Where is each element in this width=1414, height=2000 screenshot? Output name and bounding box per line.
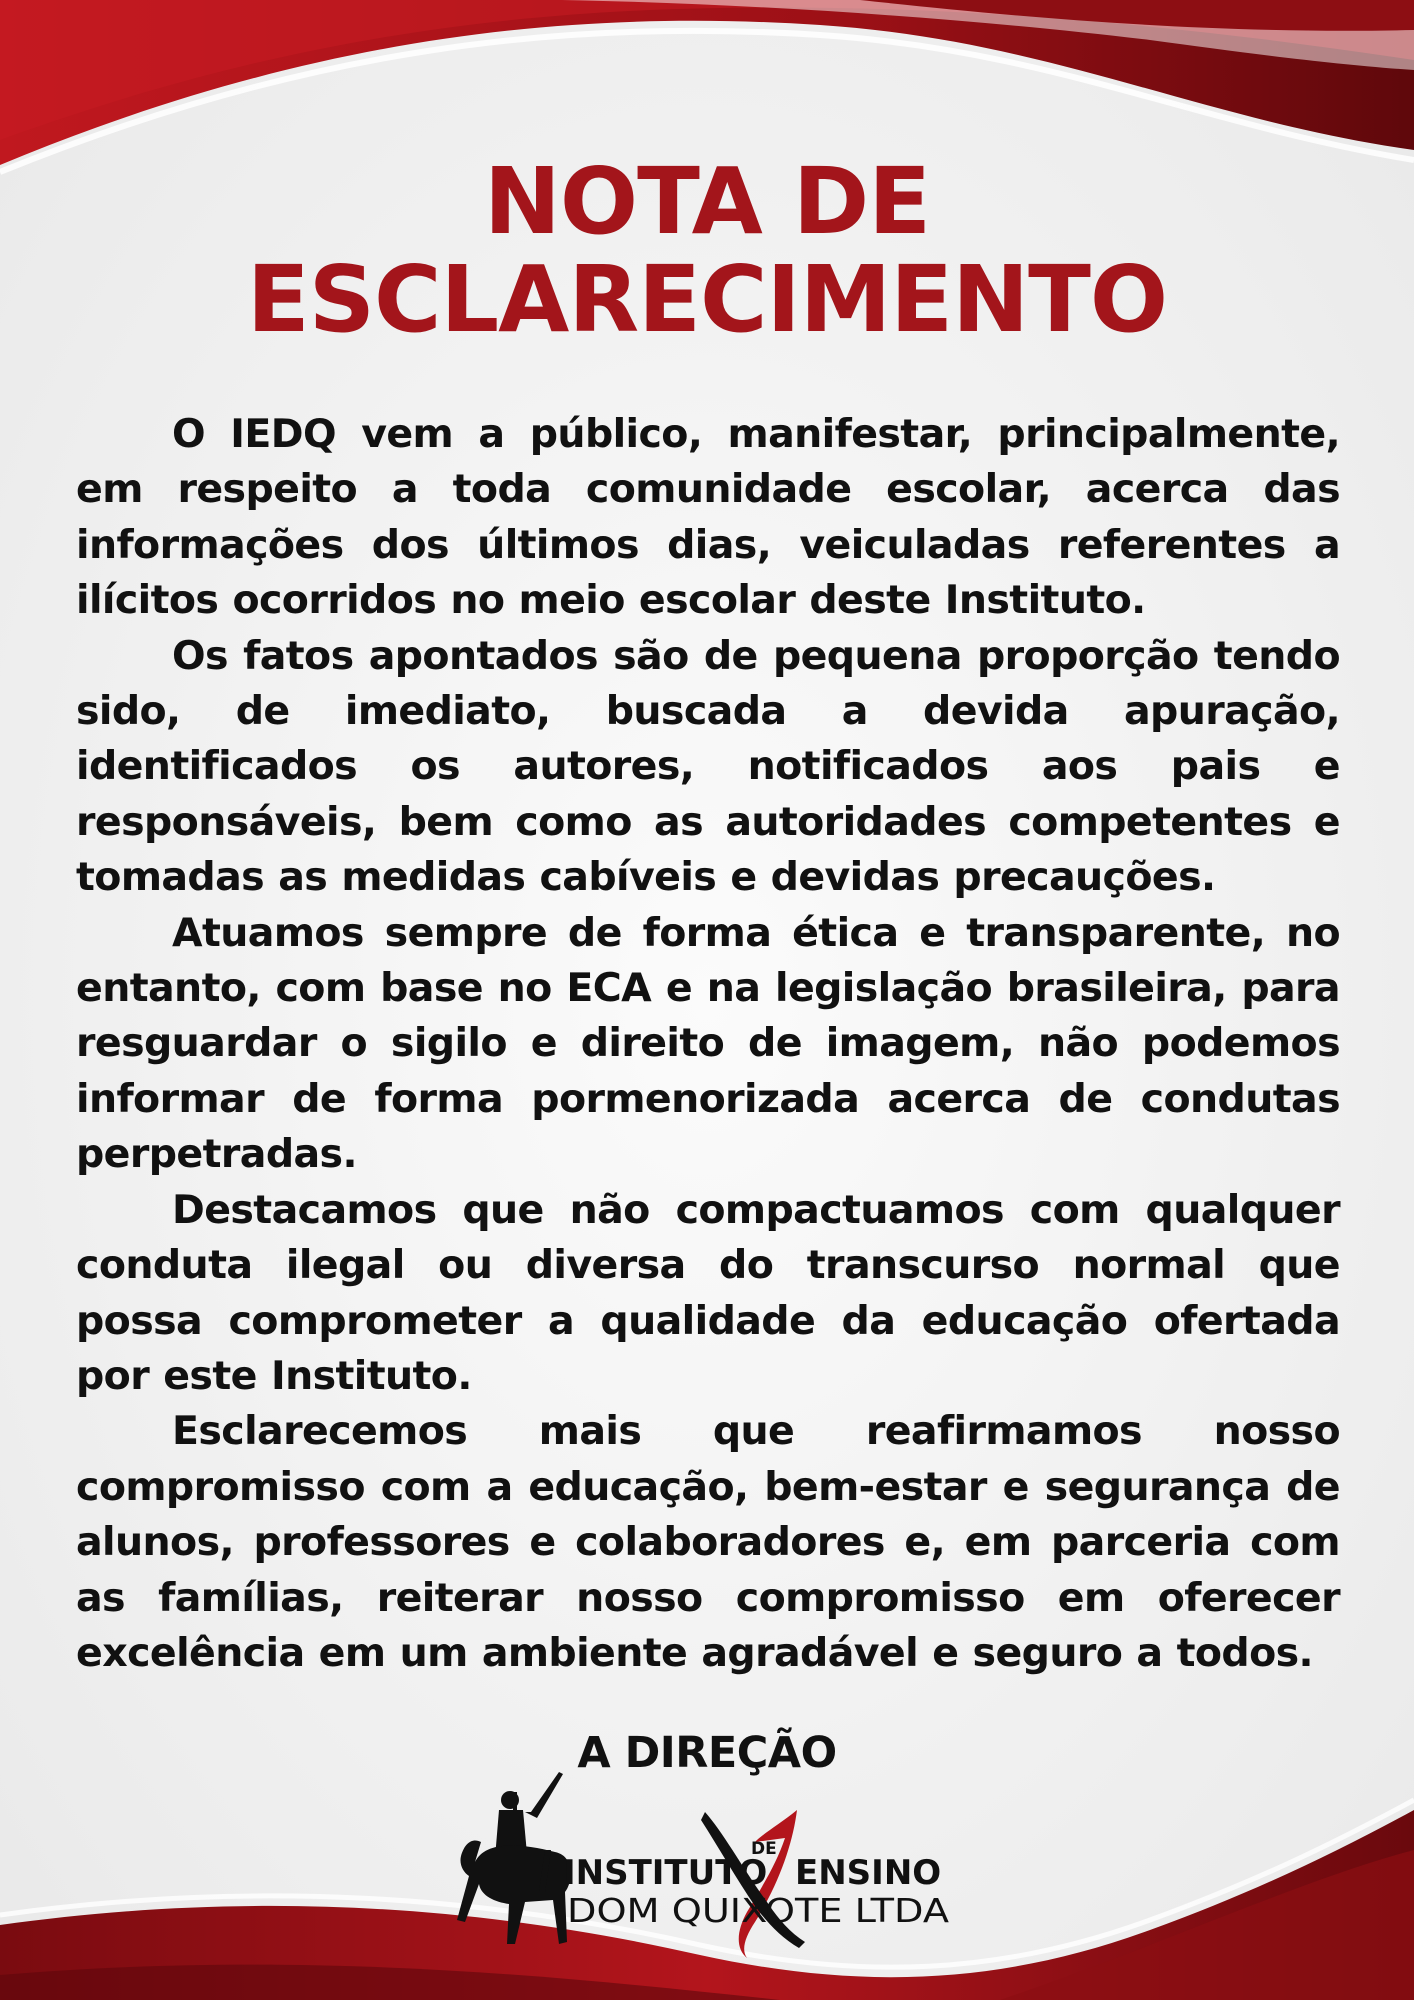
logo-line-1-left: INSTITUTO (563, 1853, 768, 1893)
title-line-2: ESCLARECIMENTO (246, 246, 1168, 353)
statement-body (76, 407, 1340, 1681)
title-line-1: NOTA DE (483, 148, 931, 255)
logo-line-1-mid: DE (751, 1839, 777, 1859)
paragraph-3: Atuamos sempre de forma ética e transparente, no entanto, com base no ECA e na legislação brasileira, para resguardar o sigilo e direito de imagem, não podemos informar de forma pormenorizada acerca de condutas perpetradas. (76, 909, 1340, 1178)
logo-line-1-right: ENSINO (795, 1853, 942, 1893)
paragraph-1: O IEDQ vem a público, manifestar, principalmente, em respeito a toda comunidade escolar, acerca das informações dos últimos dias, veiculadas referentes a ilícitos ocorridos no meio escolar deste Instituto. (76, 411, 1340, 624)
knight-on-horse-icon (457, 1772, 571, 1944)
paragraph-5: Esclarecemos mais que reafirmamos nosso compromisso com a educação, bem-estar e segurança de alunos, professores e colaboradores e, em parceria com as famílias, reiterar nosso compromisso em oferecer excelência em um ambiente agradável e seguro a todos. (76, 1408, 1340, 1676)
signature: A DIREÇÃO (577, 1728, 837, 1778)
paragraph-4: Destacamos que não compactuamos com qualquer conduta ilegal ou diversa do transcurso normal que possa comprometer a qualidade da educação ofertada por este Instituto. (76, 1186, 1340, 1399)
logo-line-2: DOM QUIXOTE LTDA (567, 1891, 950, 1930)
paragraph-2: Os fatos apontados são de pequena proporção tendo sido, de imediato, buscada a devida apuração, identificados os autores, notificados aos pais e responsáveis, bem como as autoridades competentes e tomadas as medidas cabíveis e devidas precauções. (76, 632, 1340, 901)
institute-logo (455, 1772, 975, 1960)
